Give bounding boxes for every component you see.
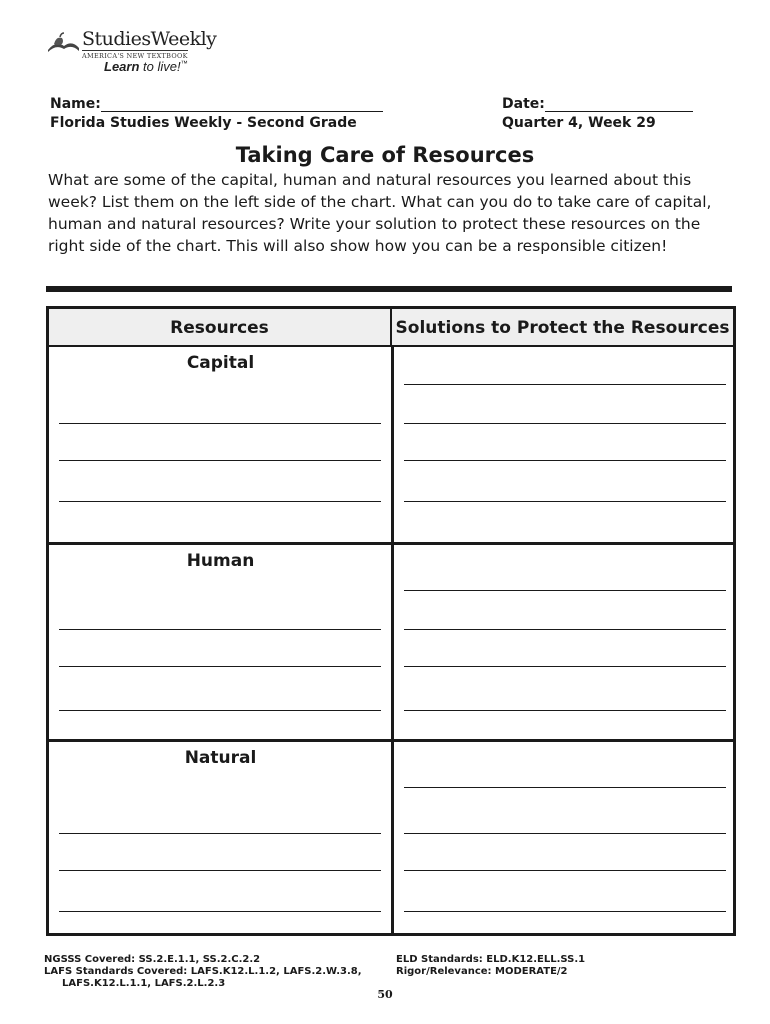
lafs-standards: LAFS Standards Covered: LAFS.K12.L.1.2, LAFS.2.W.3.8, [44, 966, 362, 977]
name-write-line[interactable] [101, 97, 383, 112]
resource-write-line[interactable] [59, 833, 381, 834]
solution-write-line[interactable] [404, 629, 726, 630]
resource-row-capital [49, 347, 733, 542]
instructions: What are some of the capital, human and natural resources you learned about this week? List them on the left side of the chart. What can you do to take care of capital, human and natural resources? Write your solution to protect these resources on the right side of the chart. This will also show how you can be a responsible citizen! [48, 171, 712, 255]
resources-chart [46, 306, 736, 936]
logo-subtitle: AMERICA'S NEW TEXTBOOK [82, 52, 188, 60]
date-write-line[interactable] [545, 97, 693, 112]
page-number: 50 [377, 988, 393, 1001]
date-label: Date: [502, 96, 545, 112]
row-label-human: Human [186, 551, 255, 571]
resource-write-line[interactable] [59, 710, 381, 711]
ngsss-standards: NGSSS Covered: SS.2.E.1.1, SS.2.C.2.2 [44, 954, 261, 965]
row-label-capital: Capital [186, 353, 255, 373]
logo-brand: StudiesWeekly [82, 28, 217, 50]
standards-right [396, 954, 585, 978]
week-label: Quarter 4, Week 29 [502, 115, 656, 131]
rigor-relevance: Rigor/Relevance: MODERATE/2 [396, 966, 568, 977]
logo-tagline [104, 59, 188, 74]
solution-write-line[interactable] [404, 423, 726, 424]
name-label: Name: [50, 96, 101, 112]
column-header-solutions: Solutions to Protect the Resources [392, 309, 733, 347]
date-field[interactable] [502, 96, 693, 112]
row-label-natural: Natural [184, 748, 257, 768]
resource-write-line[interactable] [59, 423, 381, 424]
resource-write-line[interactable] [59, 501, 381, 502]
resource-row-natural [49, 739, 733, 937]
solution-write-line[interactable] [404, 590, 726, 591]
page-title: Taking Care of Resources [235, 143, 535, 167]
solution-write-line[interactable] [404, 911, 726, 912]
studies-weekly-logo [46, 28, 216, 78]
resource-write-line[interactable] [59, 666, 381, 667]
solution-write-line[interactable] [404, 501, 726, 502]
solution-write-line[interactable] [404, 870, 726, 871]
solution-write-line[interactable] [404, 787, 726, 788]
resource-write-line[interactable] [59, 870, 381, 871]
eld-standards: ELD Standards: ELD.K12.ELL.SS.1 [396, 954, 586, 965]
standards-left [44, 954, 362, 990]
logo-tagline-rest: to live! [139, 59, 181, 74]
solution-write-line[interactable] [404, 833, 726, 834]
column-header-resources: Resources [49, 309, 392, 347]
logo-tagline-bold: Learn [104, 59, 140, 74]
name-field[interactable] [50, 96, 383, 112]
divider-rule [46, 286, 732, 292]
course-label: Florida Studies Weekly - Second Grade [50, 115, 357, 131]
logo-trademark: ™ [180, 60, 188, 68]
lafs-standards-continued: LAFS.K12.L.1.1, LAFS.2.L.2.3 [62, 978, 226, 989]
solution-write-line[interactable] [404, 666, 726, 667]
solution-write-line[interactable] [404, 384, 726, 385]
resource-write-line[interactable] [59, 629, 381, 630]
solution-write-line[interactable] [404, 460, 726, 461]
solution-write-line[interactable] [404, 710, 726, 711]
resource-write-line[interactable] [59, 460, 381, 461]
resource-write-line[interactable] [59, 911, 381, 912]
apple-book-icon [46, 32, 80, 54]
resource-row-human [49, 542, 733, 740]
